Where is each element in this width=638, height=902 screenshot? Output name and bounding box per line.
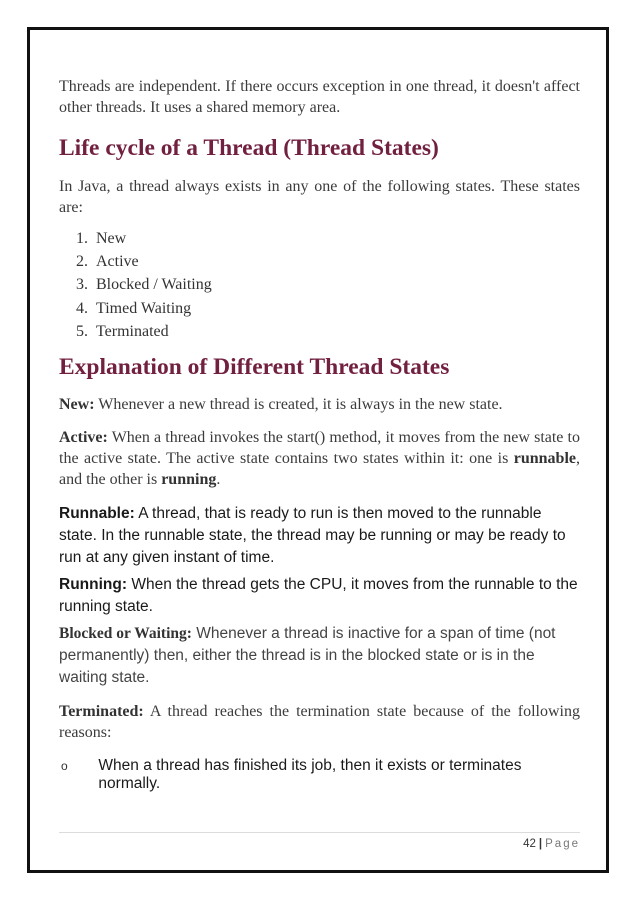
list-item: 2. Active: [76, 253, 139, 271]
page-footer: 42 | Page: [523, 838, 580, 850]
runnable-state-paragraph: Runnable: A thread, that is ready to run is then moved to the runnable state. In the runnable state, the thread may be running or may be ready to run at any given instant of time.: [59, 505, 566, 567]
states-list: [59, 227, 580, 343]
bullet-icon: o: [61, 759, 68, 774]
page-label: Page: [545, 838, 580, 850]
footer-divider: [59, 832, 580, 833]
active-state-paragraph: Active: When a thread invokes the start() method, it moves from the new state to the active state. The active state contains two states within it: one is runnable, and the other is running.: [59, 429, 580, 489]
new-state-paragraph: New: Whenever a new thread is created, it is always in the new state.: [59, 396, 503, 414]
running-state-paragraph: Running: When the thread gets the CPU, it moves from the runnable to the running state.: [59, 576, 578, 616]
list-item: 1. New: [76, 230, 127, 247]
list-item: 5. Terminated: [76, 322, 169, 340]
terminated-state-paragraph: Terminated: A thread reaches the termination state because of the following reasons:: [59, 703, 580, 742]
page-number: 42: [523, 838, 536, 850]
list-item: o When a thread has finished its job, then it exists or terminates normally.: [61, 757, 522, 793]
states-intro-paragraph: In Java, a thread always exists in any one of the following states. These states are:: [59, 178, 580, 216]
heading-explanation: Explanation of Different Thread States: [59, 354, 450, 381]
document-content: [59, 76, 580, 793]
list-item: 3. Blocked / Waiting: [76, 276, 212, 294]
intro-paragraph: Threads are independent. If there occurs exception in one thread, it doesn't affect other threads. It uses a shared memory area.: [59, 78, 580, 116]
list-item: 4. Timed Waiting: [76, 299, 192, 317]
heading-life-cycle: Life cycle of a Thread (Thread States): [59, 135, 439, 161]
blocked-state-paragraph: Blocked or Waiting: Whenever a thread is inactive for a span of time (not permanently) then, either the thread is in the blocked state or is in the waiting state.: [59, 625, 556, 687]
